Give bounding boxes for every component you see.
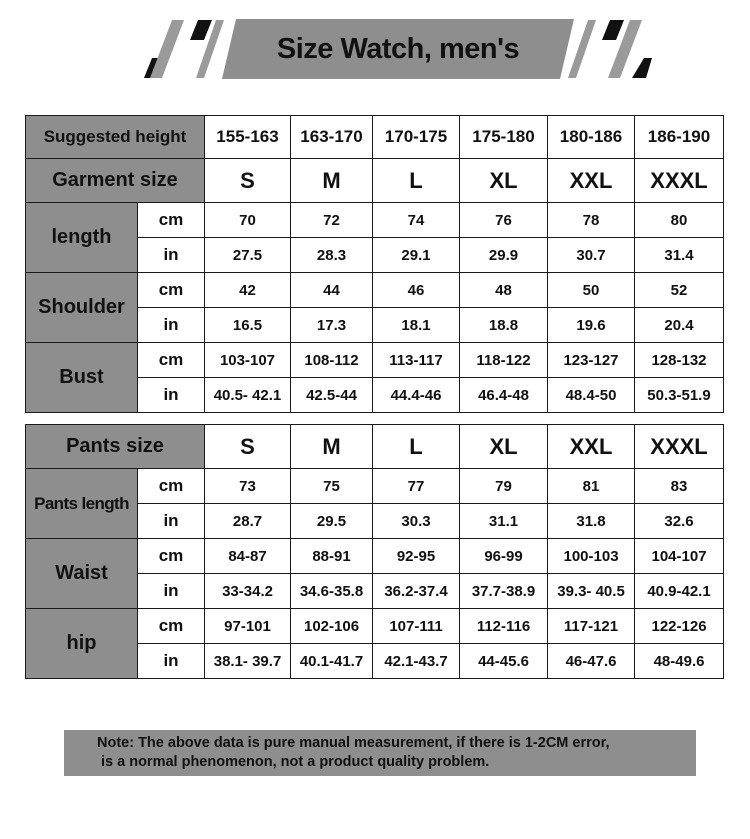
value-cell: 31.8 — [548, 504, 635, 539]
value-cell: 42.5-44 — [291, 378, 373, 413]
unit-in: in — [138, 574, 205, 609]
value-cell: 74 — [373, 203, 460, 238]
value-cell: 73 — [205, 469, 291, 504]
value-cell: 50 — [548, 273, 635, 308]
value-cell: 77 — [373, 469, 460, 504]
size-row — [26, 159, 724, 203]
value-cell: 46.4-48 — [460, 378, 548, 413]
hip-cm-row — [26, 609, 724, 644]
unit-in: in — [138, 308, 205, 343]
height-cell: 170-175 — [373, 116, 460, 159]
value-cell: 40.9-42.1 — [635, 574, 724, 609]
value-cell: 84-87 — [205, 539, 291, 574]
unit-cm: cm — [138, 469, 205, 504]
stripe-shape — [632, 58, 652, 78]
waist-cm-row — [26, 539, 724, 574]
value-cell: 44.4-46 — [373, 378, 460, 413]
height-cell: 180-186 — [548, 116, 635, 159]
value-cell: 48-49.6 — [635, 644, 724, 679]
value-cell: 100-103 — [548, 539, 635, 574]
waist-label: Waist — [26, 539, 138, 609]
note-line-1: Note: The above data is pure manual measurement, if there is 1-2CM error, — [97, 735, 610, 751]
value-cell: 97-101 — [205, 609, 291, 644]
value-cell: 42.1-43.7 — [373, 644, 460, 679]
size-cell: M — [291, 159, 373, 203]
value-cell: 117-121 — [548, 609, 635, 644]
value-cell: 76 — [460, 203, 548, 238]
value-cell: 31.4 — [635, 238, 724, 273]
value-cell: 38.1- 39.7 — [205, 644, 291, 679]
pants-length-label: Pants length — [26, 469, 138, 539]
size-cell: L — [373, 425, 460, 469]
value-cell: 19.6 — [548, 308, 635, 343]
value-cell: 29.9 — [460, 238, 548, 273]
value-cell: 28.7 — [205, 504, 291, 539]
height-row — [26, 116, 724, 159]
value-cell: 48.4-50 — [548, 378, 635, 413]
size-cell: XL — [460, 159, 548, 203]
height-cell: 155-163 — [205, 116, 291, 159]
pants-size-label: Pants size — [26, 425, 205, 469]
value-cell: 79 — [460, 469, 548, 504]
size-cell: XXXL — [635, 425, 724, 469]
unit-cm: cm — [138, 539, 205, 574]
page-title: Size Watch, men's — [276, 33, 520, 65]
value-cell: 83 — [635, 469, 724, 504]
value-cell: 52 — [635, 273, 724, 308]
value-cell: 28.3 — [291, 238, 373, 273]
value-cell: 108-112 — [291, 343, 373, 378]
unit-in: in — [138, 238, 205, 273]
value-cell: 30.7 — [548, 238, 635, 273]
value-cell: 46-47.6 — [548, 644, 635, 679]
size-cell: M — [291, 425, 373, 469]
value-cell: 39.3- 40.5 — [548, 574, 635, 609]
value-cell: 36.2-37.4 — [373, 574, 460, 609]
garment-size-label: Garment size — [26, 159, 205, 203]
height-cell: 175-180 — [460, 116, 548, 159]
shoulder-cm-row — [26, 273, 724, 308]
note-line-2: is a normal phenomenon, not a product quality problem. — [101, 754, 490, 770]
value-cell: 33-34.2 — [205, 574, 291, 609]
value-cell: 30.3 — [373, 504, 460, 539]
value-cell: 50.3-51.9 — [635, 378, 724, 413]
size-cell: L — [373, 159, 460, 203]
value-cell: 31.1 — [460, 504, 548, 539]
value-cell: 78 — [548, 203, 635, 238]
value-cell: 70 — [205, 203, 291, 238]
note-box — [64, 730, 696, 776]
unit-in: in — [138, 504, 205, 539]
value-cell: 113-117 — [373, 343, 460, 378]
height-cell: 186-190 — [635, 116, 724, 159]
value-cell: 44-45.6 — [460, 644, 548, 679]
value-cell: 34.6-35.8 — [291, 574, 373, 609]
value-cell: 17.3 — [291, 308, 373, 343]
shoulder-label: Shoulder — [26, 273, 138, 343]
unit-cm: cm — [138, 273, 205, 308]
value-cell: 40.1-41.7 — [291, 644, 373, 679]
value-cell: 123-127 — [548, 343, 635, 378]
unit-in: in — [138, 378, 205, 413]
height-cell: 163-170 — [291, 116, 373, 159]
stripe-shape — [602, 20, 624, 40]
height-label: Suggested height — [26, 116, 205, 159]
value-cell: 46 — [373, 273, 460, 308]
pants-size-row — [26, 425, 724, 469]
size-cell: XXL — [548, 159, 635, 203]
size-cell: S — [205, 159, 291, 203]
size-cell: XL — [460, 425, 548, 469]
stripe-shape — [568, 20, 596, 78]
value-cell: 128-132 — [635, 343, 724, 378]
pants-length-cm-row — [26, 469, 724, 504]
length-cm-row — [26, 203, 724, 238]
value-cell: 103-107 — [205, 343, 291, 378]
value-cell: 18.8 — [460, 308, 548, 343]
left-stripes-icon — [140, 20, 224, 78]
value-cell: 112-116 — [460, 609, 548, 644]
value-cell: 16.5 — [205, 308, 291, 343]
value-cell: 32.6 — [635, 504, 724, 539]
unit-cm: cm — [138, 343, 205, 378]
unit-cm: cm — [138, 203, 205, 238]
title-banner — [0, 0, 750, 100]
size-cell: XXL — [548, 425, 635, 469]
bust-label: Bust — [26, 343, 138, 413]
size-cell: S — [205, 425, 291, 469]
value-cell: 118-122 — [460, 343, 548, 378]
garment-size-table — [25, 115, 724, 413]
value-cell: 80 — [635, 203, 724, 238]
value-cell: 102-106 — [291, 609, 373, 644]
unit-in: in — [138, 644, 205, 679]
value-cell: 88-91 — [291, 539, 373, 574]
value-cell: 29.5 — [291, 504, 373, 539]
value-cell: 48 — [460, 273, 548, 308]
size-cell: XXXL — [635, 159, 724, 203]
value-cell: 122-126 — [635, 609, 724, 644]
stripe-shape — [150, 20, 184, 78]
value-cell: 81 — [548, 469, 635, 504]
value-cell: 42 — [205, 273, 291, 308]
value-cell: 37.7-38.9 — [460, 574, 548, 609]
value-cell: 104-107 — [635, 539, 724, 574]
pants-size-table — [25, 424, 724, 679]
value-cell: 27.5 — [205, 238, 291, 273]
value-cell: 40.5- 42.1 — [205, 378, 291, 413]
value-cell: 75 — [291, 469, 373, 504]
unit-cm: cm — [138, 609, 205, 644]
value-cell: 96-99 — [460, 539, 548, 574]
hip-label: hip — [26, 609, 138, 679]
length-label: length — [26, 203, 138, 273]
value-cell: 44 — [291, 273, 373, 308]
stripe-shape — [190, 20, 212, 40]
value-cell: 20.4 — [635, 308, 724, 343]
value-cell: 18.1 — [373, 308, 460, 343]
bust-cm-row — [26, 343, 724, 378]
value-cell: 92-95 — [373, 539, 460, 574]
value-cell: 29.1 — [373, 238, 460, 273]
right-stripes-icon — [568, 20, 652, 78]
value-cell: 72 — [291, 203, 373, 238]
value-cell: 107-111 — [373, 609, 460, 644]
